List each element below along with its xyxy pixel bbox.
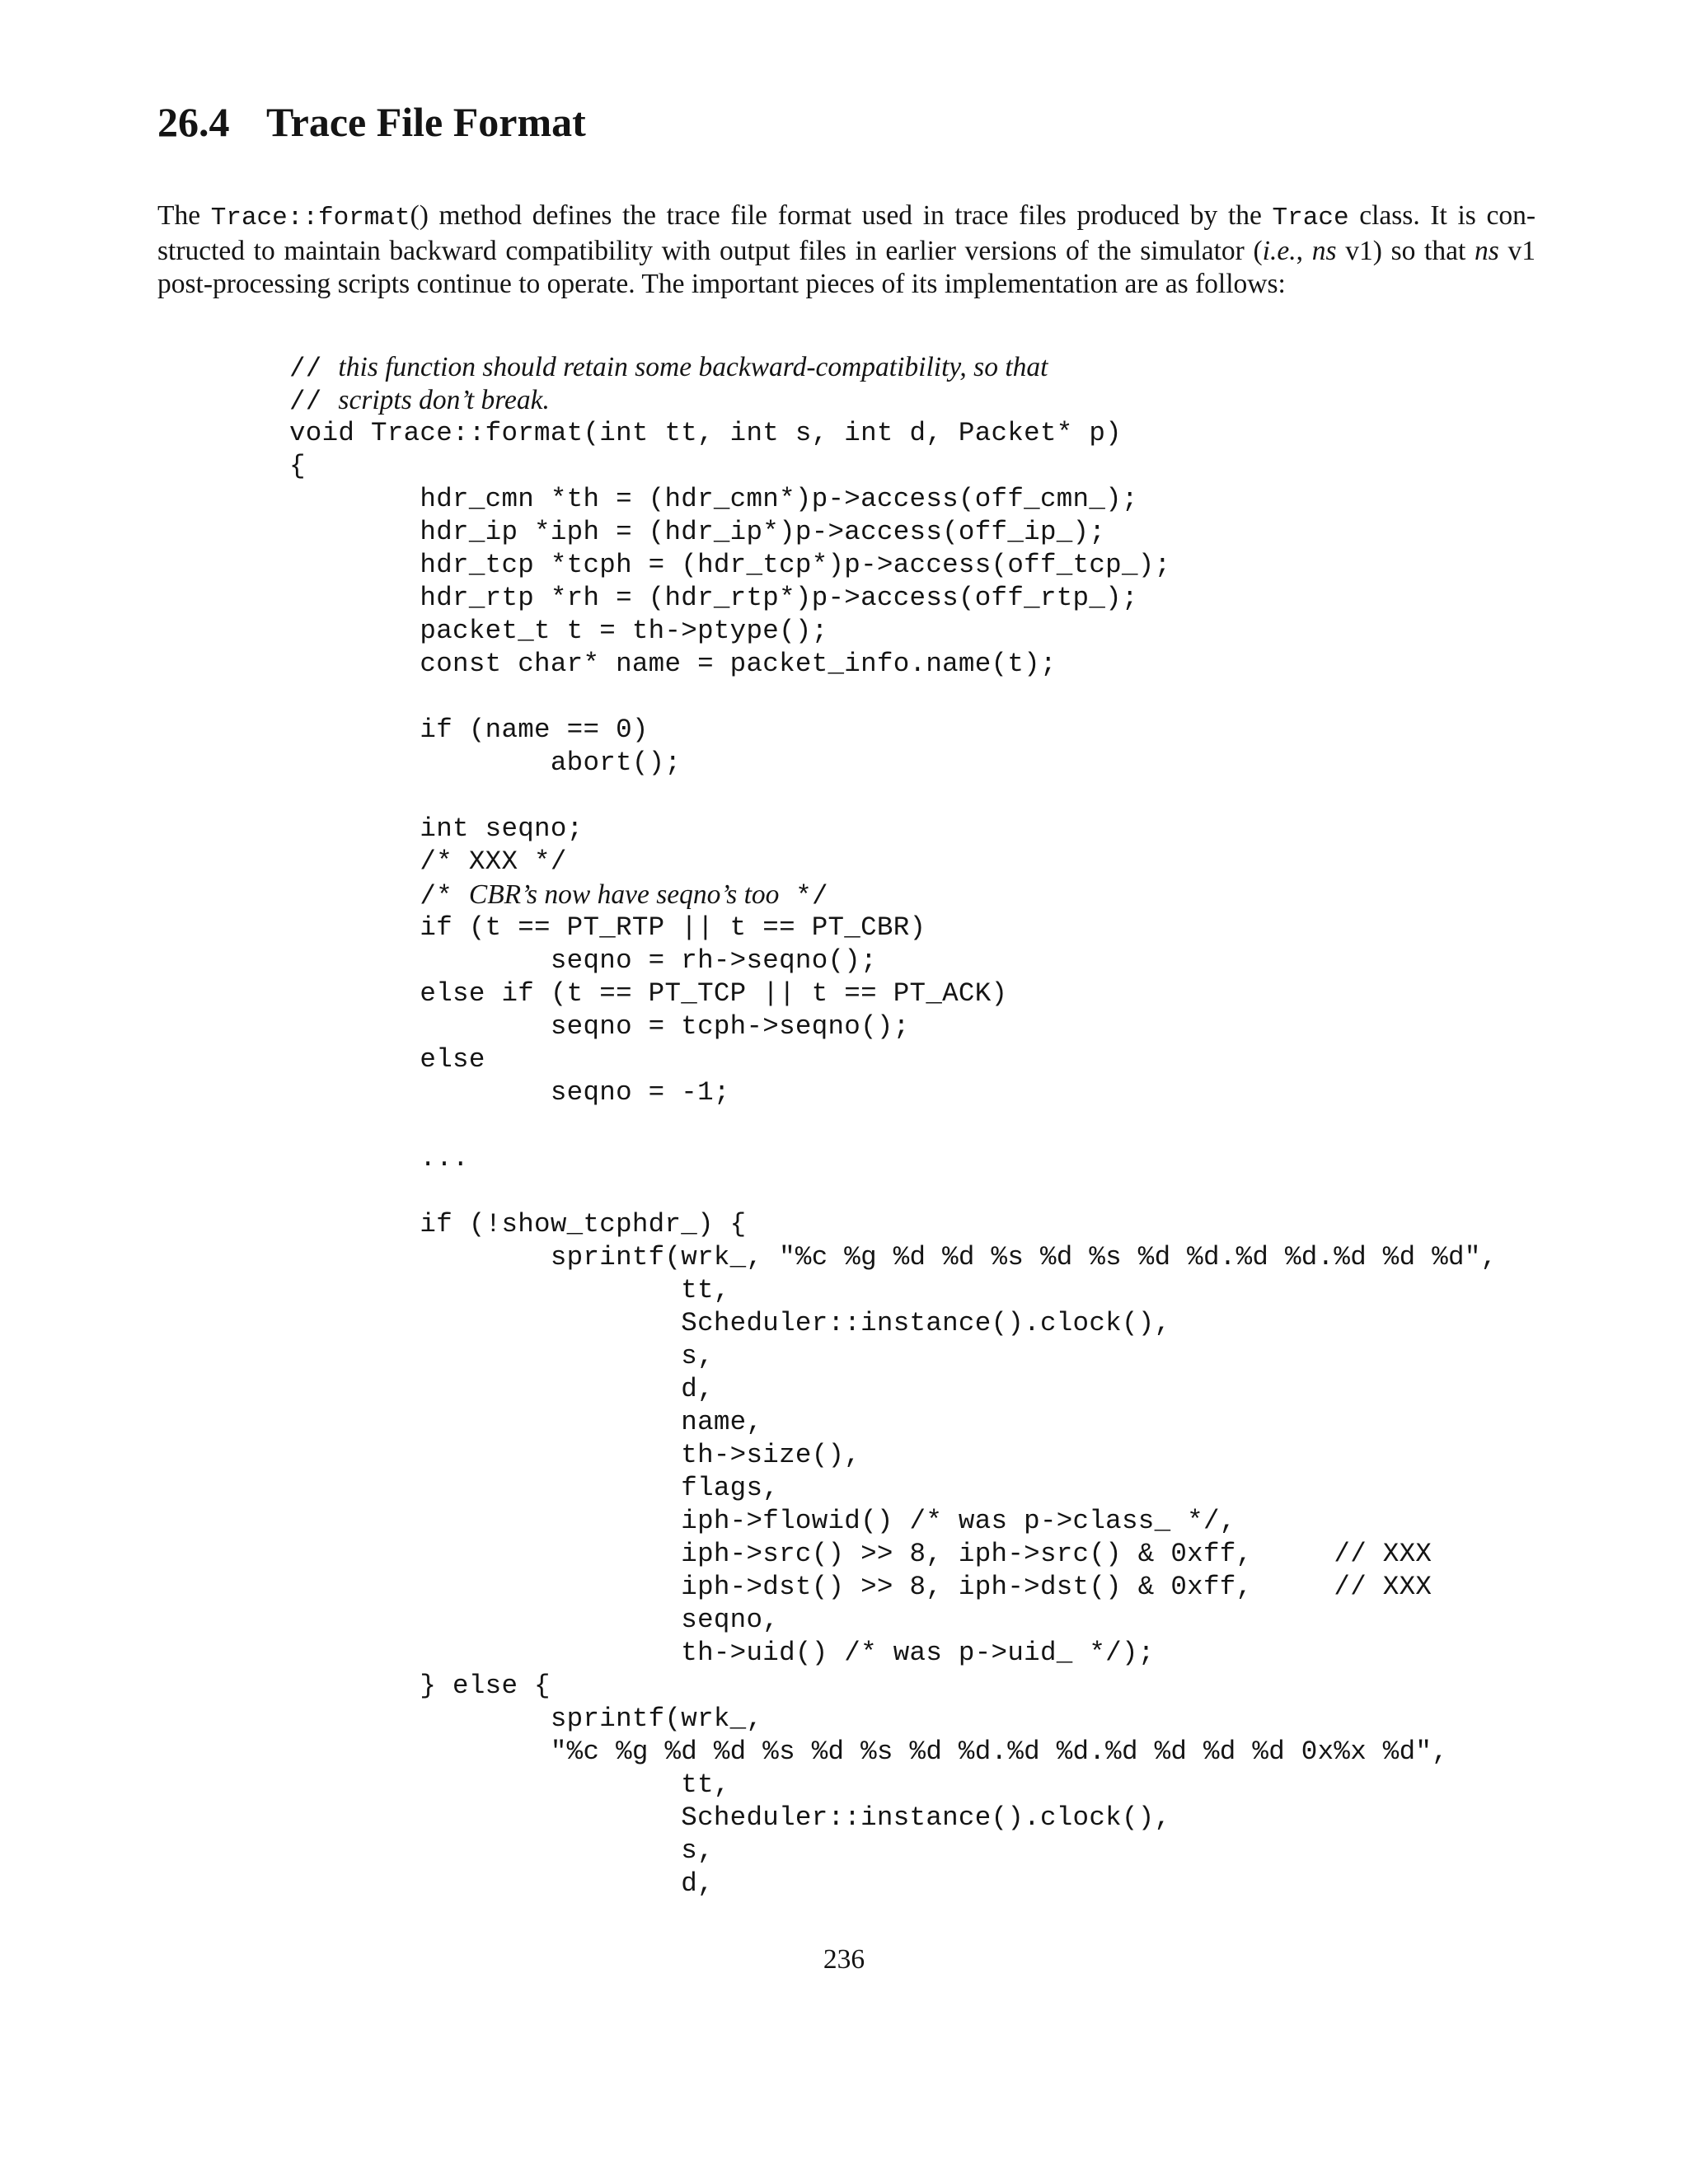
code-line: packet_t t = th->ptype(); <box>289 616 828 646</box>
intro-text: , <box>1296 236 1312 266</box>
intro-emphasis: ns <box>1475 236 1499 266</box>
code-blank-line <box>289 1175 1497 1208</box>
code-line: tt, <box>289 1275 730 1305</box>
code-comment-line <box>289 879 1497 912</box>
code-line: hdr_rtp *rh = (hdr_rtp*)p->access(off_rtp_); <box>289 583 1138 613</box>
code-line: sprintf(wrk_, "%c %g %d %d %s %d %s %d %d.%d %d.%d %d %d", <box>289 1242 1498 1272</box>
section-title: Trace File Format <box>266 99 586 145</box>
intro-emphasis: ns <box>1311 236 1337 266</box>
intro-text: class. It is con- <box>1348 200 1536 231</box>
code-line: if (!show_tcphdr_) { <box>289 1209 747 1240</box>
code-line: iph->src() >> 8, iph->src() & 0xff, // XXX <box>289 1539 1432 1569</box>
comment-marker: /* <box>289 881 469 912</box>
code-line: d, <box>289 1374 714 1404</box>
intro-paragraph <box>157 199 1536 301</box>
code-line: void Trace::format(int tt, int s, int d, Packet* p) <box>289 418 1122 448</box>
code-line: th->size(), <box>289 1440 861 1470</box>
code-line: abort(); <box>289 748 682 778</box>
code-blank-line <box>289 681 1497 714</box>
code-line: flags, <box>289 1473 780 1503</box>
intro-text: v1) so that <box>1336 236 1475 266</box>
code-line: Scheduler::instance().clock(), <box>289 1308 1171 1338</box>
code-line: sprintf(wrk_, <box>289 1704 763 1734</box>
code-line: int seqno; <box>289 813 584 844</box>
code-line: } else { <box>289 1671 551 1701</box>
code-line: seqno = rh->seqno(); <box>289 945 877 976</box>
inline-code: Trace <box>1272 204 1349 232</box>
comment-text: scripts don’t break. <box>338 385 550 415</box>
code-line: s, <box>289 1835 714 1866</box>
code-line: else if (t == PT_TCP || t == PT_ACK) <box>289 978 1008 1009</box>
intro-emphasis: i.e. <box>1262 236 1296 266</box>
comment-text: CBR’s now have seqno’s too <box>468 879 780 910</box>
intro-text: The <box>157 200 211 231</box>
intro-line-3: post-processing scripts continue to operate. The important pieces of its implementation are as follows: <box>157 269 1286 299</box>
page-number: 236 <box>823 1944 865 1975</box>
intro-text: structed to maintain backward compatibility with output files in earlier versions of the simulator ( <box>157 236 1263 266</box>
code-line: seqno = -1; <box>289 1077 730 1108</box>
comment-marker: // <box>289 387 339 417</box>
code-line: else <box>289 1044 485 1075</box>
section-heading <box>157 91 586 153</box>
code-line: const char* name = packet_info.name(t); <box>289 649 1057 679</box>
code-line: hdr_ip *iph = (hdr_ip*)p->access(off_ip_); <box>289 517 1106 547</box>
code-line: if (t == PT_RTP || t == PT_CBR) <box>289 912 926 943</box>
code-line: /* XXX */ <box>289 846 567 877</box>
code-line: iph->flowid() /* was p->class_ */, <box>289 1506 1236 1536</box>
intro-line-1 <box>157 199 1536 235</box>
code-comment-line <box>289 351 1497 384</box>
code-line: if (name == 0) <box>289 715 649 745</box>
code-line: name, <box>289 1407 763 1437</box>
code-line: Scheduler::instance().clock(), <box>289 1802 1171 1833</box>
code-listing <box>289 351 1497 1900</box>
code-line: iph->dst() >> 8, iph->dst() & 0xff, // XXX <box>289 1572 1432 1602</box>
section-number: 26.4 <box>157 99 230 145</box>
code-line: ... <box>289 1143 469 1174</box>
code-line: "%c %g %d %d %s %d %s %d %d.%d %d.%d %d %d %d 0x%x %d", <box>289 1736 1449 1767</box>
code-line: hdr_cmn *th = (hdr_cmn*)p->access(off_cmn_); <box>289 484 1138 514</box>
comment-marker: // <box>289 354 339 384</box>
code-line: d, <box>289 1868 714 1899</box>
code-line: seqno, <box>289 1605 780 1635</box>
intro-text: () method defines the trace file format used in trace files produced by the <box>410 200 1273 231</box>
code-line: s, <box>289 1341 714 1371</box>
code-blank-line <box>289 780 1497 813</box>
inline-code: Trace::format <box>210 204 410 232</box>
comment-text: this function should retain some backward-compatibility, so that <box>338 352 1048 382</box>
code-line: { <box>289 451 306 481</box>
code-blank-line <box>289 1109 1497 1142</box>
code-line: hdr_tcp *tcph = (hdr_tcp*)p->access(off_tcp_); <box>289 550 1171 580</box>
code-line: tt, <box>289 1769 730 1800</box>
intro-line-2 <box>157 235 1536 268</box>
intro-text: v1 <box>1498 236 1536 266</box>
code-comment-line <box>289 384 1497 417</box>
code-line: th->uid() /* was p->uid_ */); <box>289 1638 1155 1668</box>
comment-marker: */ <box>779 881 828 912</box>
code-line: seqno = tcph->seqno(); <box>289 1011 910 1042</box>
